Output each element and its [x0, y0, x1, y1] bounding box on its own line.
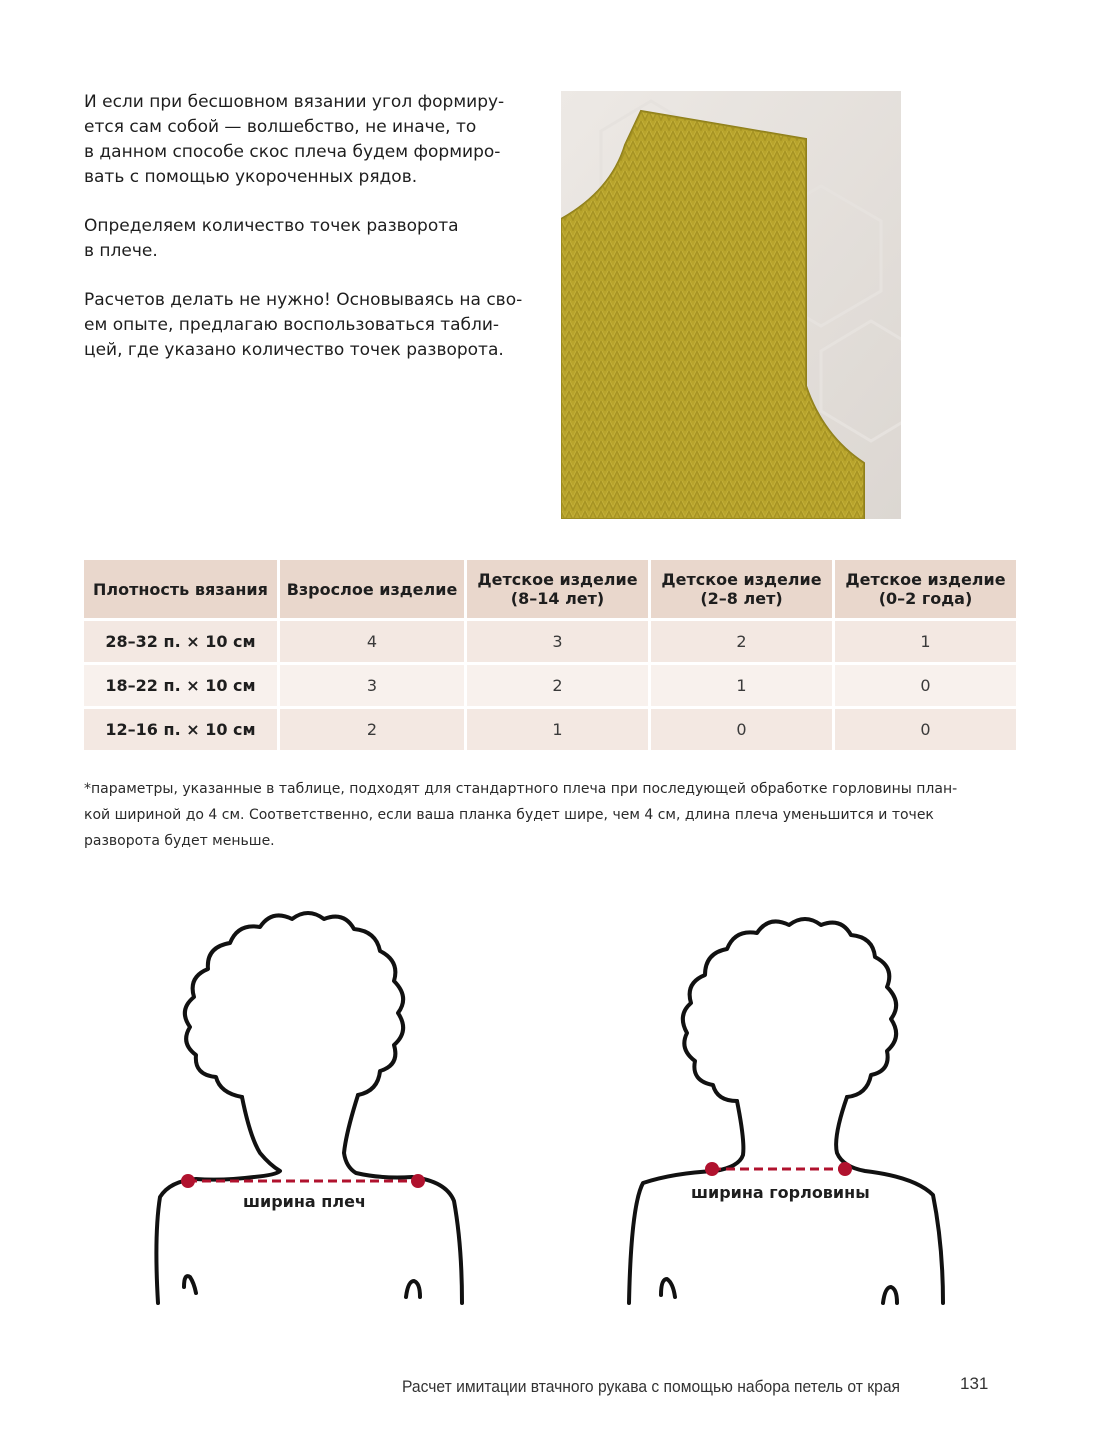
- table-cell: 3: [280, 665, 464, 706]
- table-cell: 2: [467, 665, 648, 706]
- header-child-2-8: Детское изделие (2–8 лет): [651, 560, 832, 618]
- table-row: [84, 621, 1016, 662]
- header-child-8-14: Детское изделие (8–14 лет): [467, 560, 648, 618]
- knitted-vest-photo: [561, 91, 901, 519]
- table-cell: 1: [467, 709, 648, 750]
- header-child-0-2: Детское изделие (0–2 года): [835, 560, 1016, 618]
- table-cell: 2: [651, 621, 832, 662]
- table-row: [84, 665, 1016, 706]
- row-density: 12–16 п. × 10 см: [84, 709, 277, 750]
- neckline-width-figure: [625, 905, 955, 1305]
- row-density: 28–32 п. × 10 см: [84, 621, 277, 662]
- shoulder-width-figure: [150, 905, 470, 1305]
- table-cell: 0: [835, 709, 1016, 750]
- row-density: 18–22 п. × 10 см: [84, 665, 277, 706]
- table-cell: 1: [835, 621, 1016, 662]
- shoulder-width-label: ширина плеч: [243, 1192, 366, 1211]
- table-cell: 3: [467, 621, 648, 662]
- header-density: Плотность вязания: [84, 560, 277, 618]
- page-number: 131: [960, 1374, 989, 1393]
- table-footnote: *параметры, указанные в таблице, подходят для стандартного плеча при последующей обработке горловины план- кой шириной до 4 см. Соответственно, если ваша планка будет шире, чем 4 см, длина плеча уменьшится и точек разворота будет меньше.: [84, 781, 958, 849]
- running-footer-title: Расчет имитации втачного рукава с помощью набора петель от края: [402, 1377, 900, 1396]
- intro-paragraph-1: И если при бесшовном вязании угол формиру- ется сам собой — волшебство, не иначе, то в данном способе скос плеча будем формиро- вать с помощью укороченных рядов.: [84, 92, 505, 187]
- turn-points-table: [81, 557, 1019, 753]
- table-cell: 4: [280, 621, 464, 662]
- table-header-row: [84, 560, 1016, 618]
- header-adult: Взрослое изделие: [280, 560, 464, 618]
- table-cell: 2: [280, 709, 464, 750]
- table-row: [84, 709, 1016, 750]
- intro-paragraph-2: Определяем количество точек разворота в плече.: [84, 216, 459, 261]
- table-cell: 0: [835, 665, 1016, 706]
- neckline-width-label: ширина горловины: [691, 1183, 870, 1202]
- table-cell: 0: [651, 709, 832, 750]
- intro-text: [84, 90, 534, 387]
- intro-paragraph-3: Расчетов делать не нужно! Основываясь на сво- ем опыте, предлагаю воспользоваться табли- цей, где указано количество точек разворота.: [84, 290, 523, 360]
- table-cell: 1: [651, 665, 832, 706]
